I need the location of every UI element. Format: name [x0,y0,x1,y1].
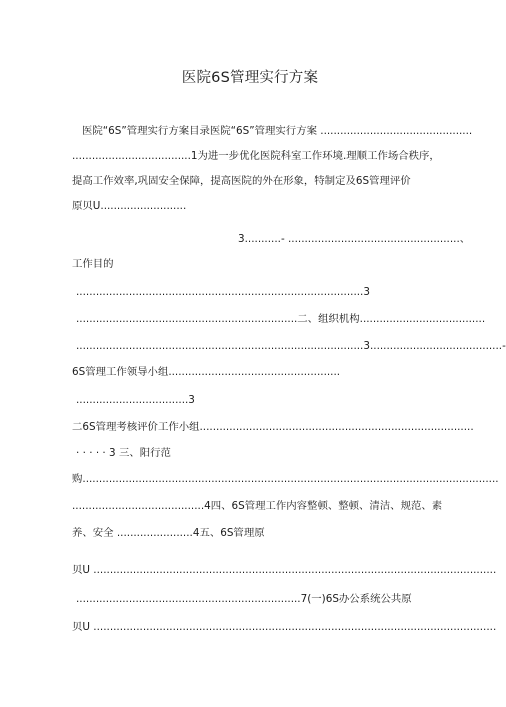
toc-line-4: 原贝U.......................... [72,200,187,212]
toc-line-8: ...................................................................二、组织机构...................................... [76,313,486,325]
toc-line-7: .......................................................................................3 [76,286,370,298]
toc-line-2: ....................................1为进一步优化医院科室工作环境.理顺工作场合秩序， [72,150,440,162]
toc-line-10: 6S管理工作领导小组.................................................... [72,366,341,378]
toc-line-14: 购.............................................................................................................................. [72,473,499,485]
toc-line-15: ........................................4四、6S管理工作内容整顿、整顿、清洁、规范、素 [72,500,443,512]
toc-line-18: ....................................................................7(一)6S办公系统公共原 [76,593,412,605]
body-line-3: 提高工作效率,巩固安全保障，提高医院的外在形象，特制定及6S管理评价 [72,175,411,187]
toc-line-1: 医院“6S”管理实行方案目录医院“6S”管理实行方案 .............................................. [82,125,473,137]
toc-line-17: 贝U .......................................................................................................................... [72,564,497,576]
toc-line-16: 养、安全 .......................4五、6S管理原 [72,527,265,539]
toc-line-9: .......................................................................................3........................................- [76,340,506,352]
toc-line-19: 贝U .......................................................................................................................... [72,621,497,633]
toc-line-5: 3...........- ....................................................、 [238,233,471,245]
toc-line-6: 工作目的 [72,258,114,270]
document-title: 医院6S管理实行方案 [181,70,319,86]
toc-line-13: · · · · · 3 三、阳行范 [76,447,171,459]
toc-line-12: 二6S管理考核评价工作小组................................................................................... [72,421,474,433]
toc-line-11: ..................................3 [76,394,195,406]
